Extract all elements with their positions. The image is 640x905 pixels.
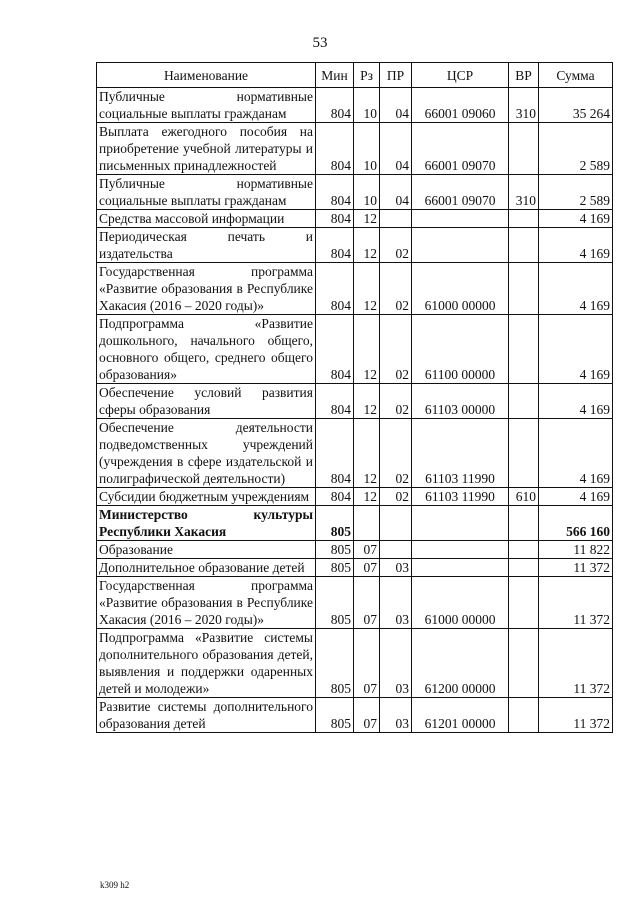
cell-pr: 02 [380, 263, 412, 315]
cell-pr: 02 [380, 488, 412, 506]
cell-min: 804 [316, 175, 354, 210]
cell-min: 804 [316, 315, 354, 384]
cell-csr [412, 228, 509, 263]
cell-pr: 02 [380, 419, 412, 488]
cell-vr [509, 629, 539, 698]
cell-csr: 61103 11990 [412, 419, 509, 488]
header-csr: ЦСР [412, 63, 509, 88]
cell-pr: 03 [380, 629, 412, 698]
table-row [97, 506, 613, 541]
table-row [97, 123, 613, 175]
cell-sum: 11 822 [539, 541, 613, 559]
cell-min: 805 [316, 506, 354, 541]
cell-sum: 11 372 [539, 577, 613, 629]
cell-min: 805 [316, 629, 354, 698]
page-number: 53 [312, 35, 328, 51]
table-row [97, 228, 613, 263]
cell-name: Выплата ежегодного пособия на приобретение учебной литературы и письменных принадлежностей [97, 123, 316, 175]
cell-rz: 12 [354, 315, 380, 384]
cell-sum: 2 589 [539, 123, 613, 175]
cell-sum: 35 264 [539, 88, 613, 123]
header-rz: Рз [354, 63, 380, 88]
cell-rz: 10 [354, 88, 380, 123]
table-row [97, 577, 613, 629]
cell-csr: 66001 09060 [412, 88, 509, 123]
cell-rz: 12 [354, 263, 380, 315]
cell-csr: 61201 00000 [412, 698, 509, 733]
cell-vr [509, 228, 539, 263]
cell-vr [509, 506, 539, 541]
budget-table [96, 62, 613, 733]
cell-sum: 4 169 [539, 228, 613, 263]
table-row [97, 384, 613, 419]
cell-csr: 61100 00000 [412, 315, 509, 384]
cell-rz: 12 [354, 210, 380, 228]
cell-vr [509, 559, 539, 577]
cell-csr [412, 559, 509, 577]
cell-csr: 66001 09070 [412, 123, 509, 175]
cell-sum: 4 169 [539, 488, 613, 506]
cell-vr [509, 210, 539, 228]
cell-name: Публичные нормативные социальные выплаты гражданам [97, 88, 316, 123]
table-row [97, 263, 613, 315]
header-vr: ВР [509, 63, 539, 88]
table-row [97, 488, 613, 506]
cell-name: Публичные нормативные социальные выплаты гражданам [97, 175, 316, 210]
cell-pr: 02 [380, 228, 412, 263]
cell-rz [354, 506, 380, 541]
cell-pr [380, 210, 412, 228]
cell-rz: 07 [354, 541, 380, 559]
cell-rz: 12 [354, 488, 380, 506]
cell-vr: 610 [509, 488, 539, 506]
cell-csr [412, 541, 509, 559]
cell-sum: 2 589 [539, 175, 613, 210]
cell-min: 804 [316, 263, 354, 315]
cell-rz: 07 [354, 698, 380, 733]
cell-name: Обеспечение условий развития сферы образования [97, 384, 316, 419]
table-row [97, 419, 613, 488]
cell-sum: 4 169 [539, 419, 613, 488]
cell-name: Государственная программа «Развитие образования в Республике Хакасия (2016 – 2020 годы)» [97, 263, 316, 315]
cell-pr: 04 [380, 88, 412, 123]
cell-rz: 10 [354, 123, 380, 175]
cell-vr [509, 123, 539, 175]
cell-vr [509, 541, 539, 559]
cell-rz: 12 [354, 228, 380, 263]
cell-rz: 12 [354, 384, 380, 419]
cell-min: 804 [316, 123, 354, 175]
cell-rz: 10 [354, 175, 380, 210]
cell-sum: 4 169 [539, 384, 613, 419]
cell-csr: 61103 00000 [412, 384, 509, 419]
cell-vr [509, 698, 539, 733]
cell-min: 804 [316, 228, 354, 263]
cell-rz: 07 [354, 629, 380, 698]
cell-sum: 4 169 [539, 315, 613, 384]
cell-vr [509, 263, 539, 315]
cell-min: 805 [316, 559, 354, 577]
cell-pr: 04 [380, 123, 412, 175]
cell-name: Субсидии бюджетным учреждениям [97, 488, 316, 506]
cell-vr [509, 577, 539, 629]
cell-sum: 11 372 [539, 559, 613, 577]
cell-vr: 310 [509, 88, 539, 123]
cell-min: 805 [316, 541, 354, 559]
cell-csr [412, 210, 509, 228]
cell-vr [509, 384, 539, 419]
cell-name: Развитие системы дополнительного образования детей [97, 698, 316, 733]
cell-sum: 4 169 [539, 210, 613, 228]
cell-csr: 61200 00000 [412, 629, 509, 698]
cell-name: Подпрограмма «Развитие дошкольного, начального общего, основного общего, среднего общего образования» [97, 315, 316, 384]
cell-name: Обеспечение деятельности подведомственных учреждений (учреждения в сфере издательской и полиграфической деятельности) [97, 419, 316, 488]
cell-csr: 61103 11990 [412, 488, 509, 506]
table-row [97, 210, 613, 228]
header-name: Наименование [97, 63, 316, 88]
table-row [97, 88, 613, 123]
cell-rz: 12 [354, 419, 380, 488]
cell-name: Периодическая печать и издательства [97, 228, 316, 263]
table-row [97, 175, 613, 210]
cell-name: Средства массовой информации [97, 210, 316, 228]
cell-pr: 02 [380, 384, 412, 419]
cell-csr [412, 506, 509, 541]
cell-rz: 07 [354, 577, 380, 629]
cell-vr: 310 [509, 175, 539, 210]
cell-rz: 07 [354, 559, 380, 577]
table-row [97, 315, 613, 384]
header-sum: Сумма [539, 63, 613, 88]
cell-name: Дополнительное образование детей [97, 559, 316, 577]
cell-name: Образование [97, 541, 316, 559]
cell-min: 804 [316, 488, 354, 506]
cell-pr [380, 541, 412, 559]
cell-sum: 4 169 [539, 263, 613, 315]
cell-min: 804 [316, 210, 354, 228]
table-row [97, 541, 613, 559]
table-row [97, 559, 613, 577]
cell-min: 805 [316, 577, 354, 629]
cell-min: 804 [316, 384, 354, 419]
cell-name: Подпрограмма «Развитие системы дополнительного образования детей, выявления и поддержки одаренных детей и молодежи» [97, 629, 316, 698]
table-row [97, 698, 613, 733]
cell-vr [509, 419, 539, 488]
cell-sum: 11 372 [539, 629, 613, 698]
cell-csr: 61000 00000 [412, 263, 509, 315]
cell-pr: 03 [380, 559, 412, 577]
cell-vr [509, 315, 539, 384]
cell-csr: 66001 09070 [412, 175, 509, 210]
table-header-row [97, 63, 613, 88]
cell-pr: 02 [380, 315, 412, 384]
cell-pr: 03 [380, 577, 412, 629]
cell-name: Министерство культуры Республики Хакасия [97, 506, 316, 541]
cell-min: 804 [316, 419, 354, 488]
table-row [97, 629, 613, 698]
cell-sum: 11 372 [539, 698, 613, 733]
cell-pr [380, 506, 412, 541]
cell-pr: 03 [380, 698, 412, 733]
cell-sum: 566 160 [539, 506, 613, 541]
footer-code: k309 h2 [100, 880, 130, 890]
header-min: Мин [316, 63, 354, 88]
cell-min: 804 [316, 88, 354, 123]
header-pr: ПР [380, 63, 412, 88]
cell-pr: 04 [380, 175, 412, 210]
cell-name: Государственная программа «Развитие образования в Республике Хакасия (2016 – 2020 годы)» [97, 577, 316, 629]
cell-csr: 61000 00000 [412, 577, 509, 629]
cell-min: 805 [316, 698, 354, 733]
